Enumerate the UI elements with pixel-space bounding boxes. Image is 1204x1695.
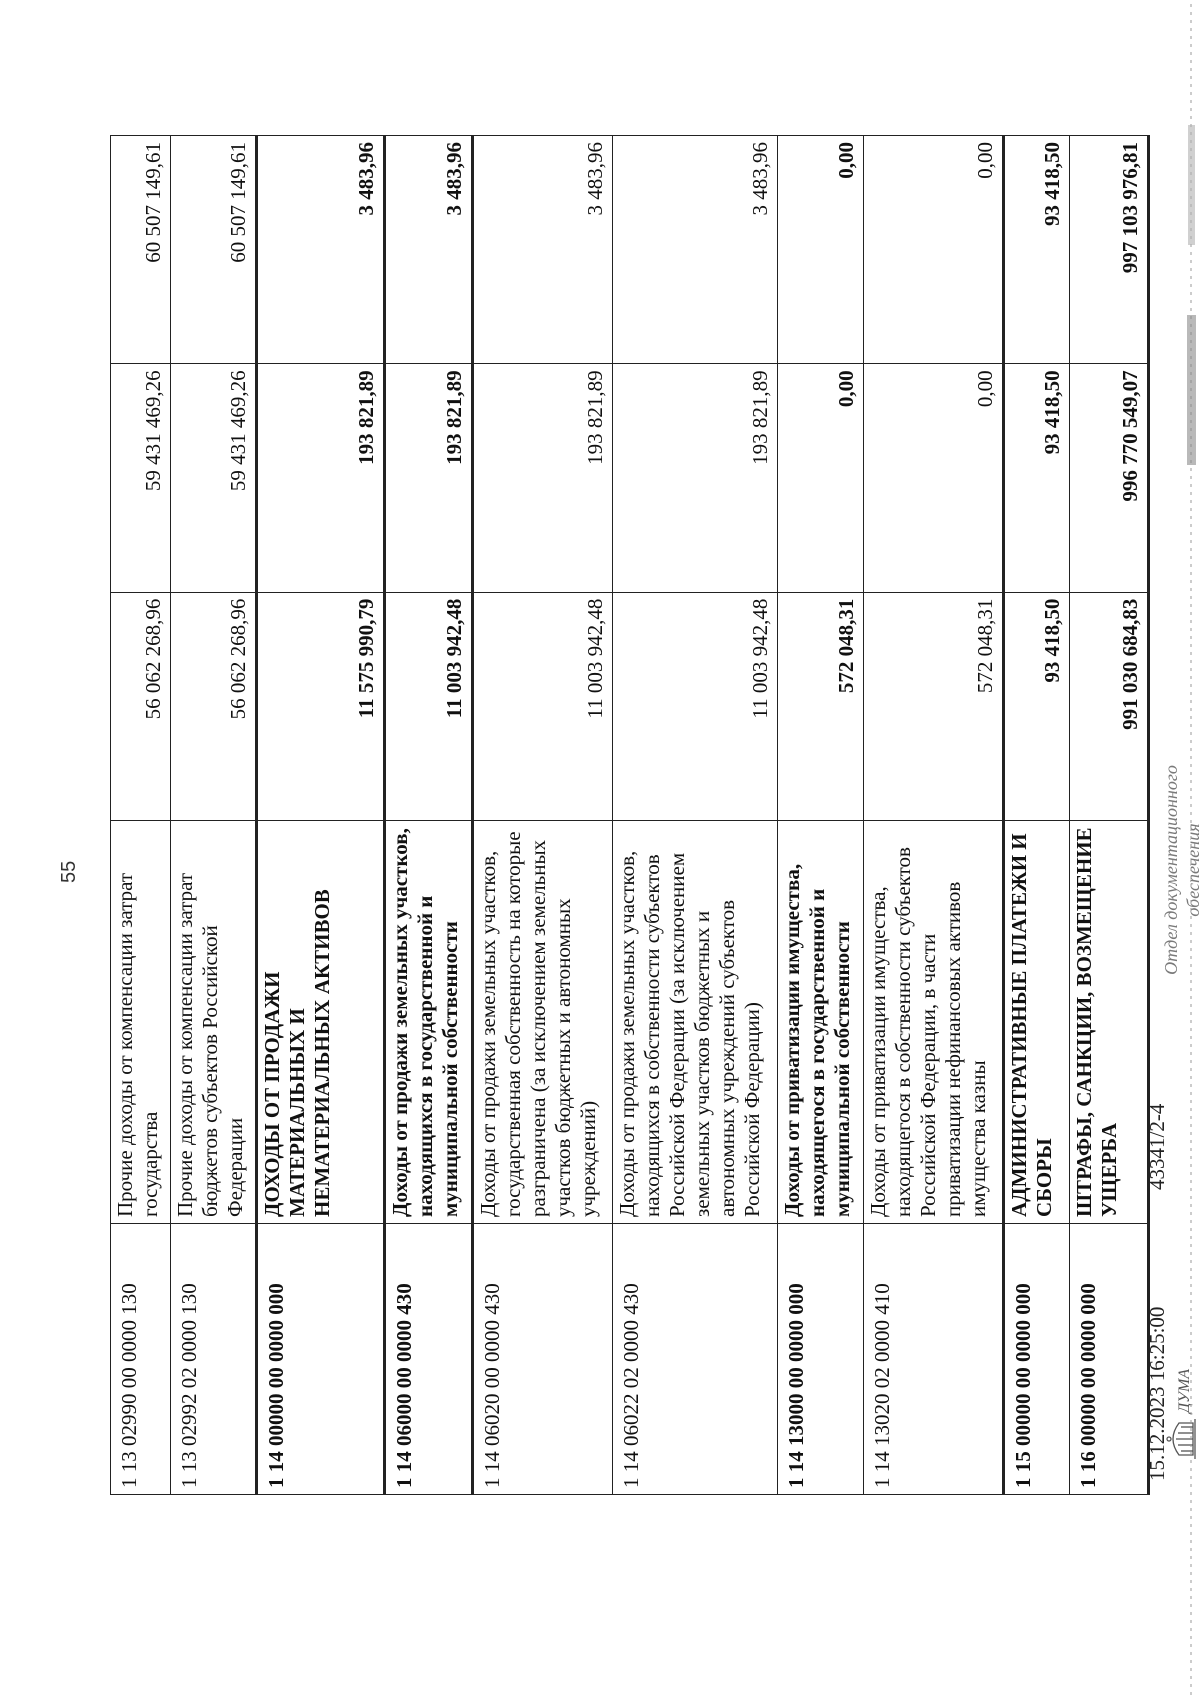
amount-year3-cell: 3 483,96 [257, 136, 385, 364]
footer-document-number: 43341/2-4 [1145, 1103, 1169, 1190]
amount-year3-cell: 3 483,96 [385, 136, 473, 364]
amount-year2-cell: 193 821,89 [473, 364, 613, 592]
table-row [778, 136, 863, 1495]
amount-year3-cell: 997 103 976,81 [1069, 136, 1148, 364]
revenue-name-cell: АДМИНИСТРАТИВНЫЕ ПЛАТЕЖИ И СБОРЫ [1003, 821, 1069, 1224]
amount-year1-cell: 56 062 268,96 [111, 592, 171, 820]
amount-year3-cell: 93 418,50 [1003, 136, 1069, 364]
budget-code-cell: 1 14 13020 02 0000 410 [863, 1224, 1003, 1495]
amount-year3-cell: 3 483,96 [612, 136, 778, 364]
amount-year2-cell: 193 821,89 [612, 364, 778, 592]
amount-year1-cell: 991 030 684,83 [1069, 592, 1148, 820]
amount-year2-cell: 59 431 469,26 [170, 364, 257, 592]
amount-year1-cell: 56 062 268,96 [170, 592, 257, 820]
amount-year3-cell: 3 483,96 [473, 136, 613, 364]
revenue-name-cell: ШТРАФЫ, САНКЦИИ, ВОЗМЕЩЕНИЕ УЩЕРБА [1069, 821, 1148, 1224]
table-row [257, 136, 385, 1495]
amount-year2-cell: 59 431 469,26 [111, 364, 171, 592]
budget-code-cell: 1 14 06022 02 0000 430 [612, 1224, 778, 1495]
table-row [170, 136, 257, 1495]
table-row [473, 136, 613, 1495]
revenue-name-cell: Доходы от продажи земельных участков, государственная собственность на которые разграничена (за исключением земельных участков бюджетных и автономных учреждений) [473, 821, 613, 1224]
revenue-name-cell: Доходы от приватизации имущества, находящегося в собственности субъектов Российской Федерации, в части приватизации нефинансовых активов имущества казны [863, 821, 1003, 1224]
footer-datetime: 15.12.2023 16:25:00 [1145, 1306, 1169, 1481]
table-row [111, 136, 171, 1495]
amount-year2-cell: 0,00 [863, 364, 1003, 592]
budget-code-cell: 1 13 02990 00 0000 130 [111, 1224, 171, 1495]
scanner-edge-marks [1185, 0, 1200, 1695]
amount-year2-cell: 193 821,89 [257, 364, 385, 592]
amount-year2-cell: 0,00 [778, 364, 863, 592]
amount-year1-cell: 11 003 942,48 [385, 592, 473, 820]
budget-code-cell: 1 15 00000 00 0000 000 [1003, 1224, 1069, 1495]
table-row [385, 136, 473, 1495]
amount-year2-cell: 193 821,89 [385, 364, 473, 592]
revenue-table [110, 135, 1150, 1495]
revenue-name-cell: ДОХОДЫ ОТ ПРОДАЖИ МАТЕРИАЛЬНЫХ И НЕМАТЕРИАЛЬНЫХ АКТИВОВ [257, 821, 385, 1224]
amount-year1-cell: 11 575 990,79 [257, 592, 385, 820]
revenue-name-cell: Доходы от приватизации имущества, находящегося в государственной и муниципальной собственности [778, 821, 863, 1224]
revenue-name-cell: Доходы от продажи земельных участков, находящихся в собственности субъектов Российской Федерации (за исключением земельных участков бюджетных и автономных учреждений субъектов Российской Федерации) [612, 821, 778, 1224]
budget-code-cell: 1 13 02992 02 0000 130 [170, 1224, 257, 1495]
amount-year3-cell: 0,00 [778, 136, 863, 364]
revenue-name-cell: Прочие доходы от компенсации затрат бюджетов субъектов Российской Федерации [170, 821, 257, 1224]
table-row [612, 136, 778, 1495]
amount-year1-cell: 11 003 942,48 [473, 592, 613, 820]
table-row [863, 136, 1003, 1495]
amount-year2-cell: 93 418,50 [1003, 364, 1069, 592]
amount-year3-cell: 0,00 [863, 136, 1003, 364]
amount-year1-cell: 572 048,31 [863, 592, 1003, 820]
stamp-line-1: Отдел документационного [1161, 765, 1181, 975]
revenue-name-cell: Прочие доходы от компенсации затрат государства [111, 821, 171, 1224]
table-row [1003, 136, 1069, 1495]
amount-year1-cell: 572 048,31 [778, 592, 863, 820]
seal-text: ДУМА [1176, 1368, 1193, 1413]
table-row [1069, 136, 1148, 1495]
budget-code-cell: 1 14 06020 00 0000 430 [473, 1224, 613, 1495]
amount-year3-cell: 60 507 149,61 [111, 136, 171, 364]
budget-code-cell: 1 14 00000 00 0000 000 [257, 1224, 385, 1495]
budget-code-cell: 1 16 00000 00 0000 000 [1069, 1224, 1148, 1495]
stamp-line-2: обеспечения [1183, 823, 1203, 917]
amount-year1-cell: 11 003 942,48 [612, 592, 778, 820]
revenue-name-cell: Доходы от продажи земельных участков, находящихся в государственной и муниципальной собственности [385, 821, 473, 1224]
amount-year1-cell: 93 418,50 [1003, 592, 1069, 820]
page-number: 55 [58, 860, 80, 883]
amount-year2-cell: 996 770 549,07 [1069, 364, 1148, 592]
amount-year3-cell: 60 507 149,61 [170, 136, 257, 364]
budget-code-cell: 1 14 13000 00 0000 000 [778, 1224, 863, 1495]
budget-code-cell: 1 14 06000 00 0000 430 [385, 1224, 473, 1495]
